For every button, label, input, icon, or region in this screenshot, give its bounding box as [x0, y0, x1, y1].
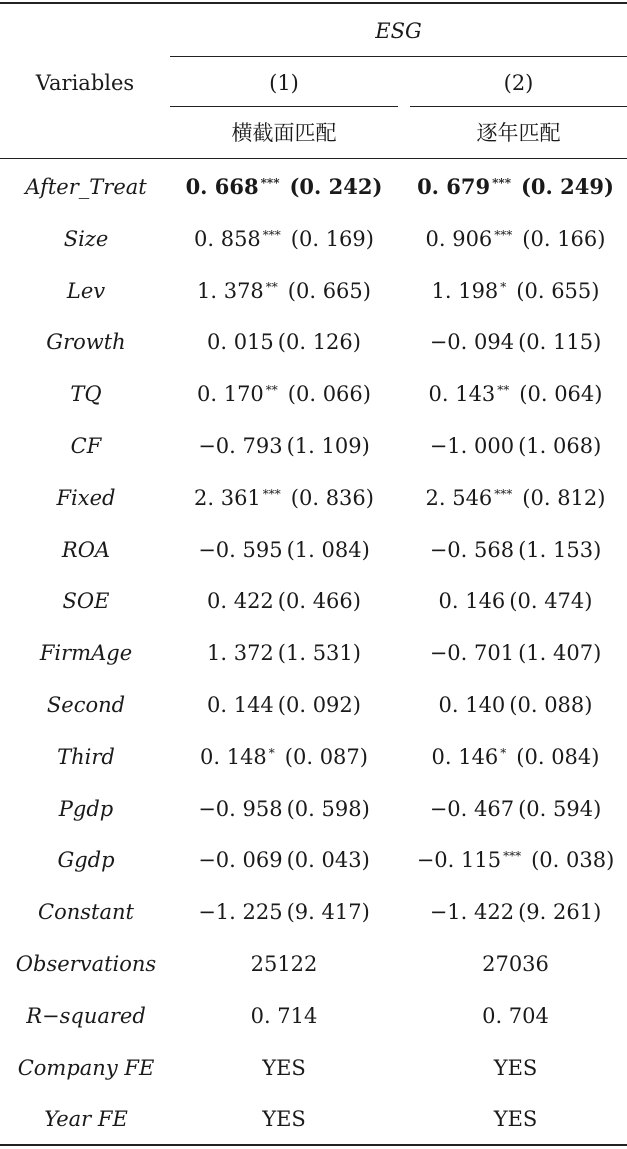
standard-error: (1. 068) [518, 434, 602, 458]
col1-number: (1) [269, 71, 299, 95]
standard-error: (1. 531) [277, 641, 361, 665]
significance-stars: ** [265, 383, 278, 397]
significance-stars: * [268, 746, 275, 760]
standard-error: (0. 812) [522, 486, 606, 510]
standard-error: (0. 126) [277, 330, 361, 354]
table-cell-c2 [404, 692, 627, 718]
coefficient: YES [493, 1107, 538, 1131]
coefficient: 0. 906 [425, 227, 493, 251]
standard-error: (0. 087) [284, 745, 368, 769]
row-label: Ggdp [57, 848, 115, 872]
coefficient: 1. 378 [197, 279, 264, 303]
coefficient: YES [262, 1056, 306, 1080]
standard-error: (0. 655) [516, 279, 600, 303]
standard-error: (0. 594) [518, 797, 602, 821]
row-label: Size [63, 227, 109, 251]
table-cell-c2 [404, 537, 627, 563]
table-cell-c1 [170, 278, 398, 304]
standard-error: (0. 084) [516, 745, 600, 769]
table-cell-c1 [170, 485, 398, 511]
bottom-rule [0, 1144, 627, 1146]
significance-stars: * [500, 746, 507, 760]
row-label: SOE [62, 589, 110, 613]
table-cell-c1 [170, 433, 398, 459]
coefficient: 1. 372 [207, 641, 274, 665]
header-bottom-rule [0, 158, 627, 159]
coefficient: −0. 793 [198, 434, 283, 458]
coefficient: −0. 595 [198, 538, 283, 562]
coefficient: 1. 198 [431, 279, 499, 303]
row-label: After_Treat [25, 175, 147, 199]
coefficient: −0. 069 [198, 848, 283, 872]
significance-stars: *** [503, 849, 522, 863]
coefficient: 0. 858 [194, 227, 261, 251]
standard-error: (9. 261) [518, 900, 602, 924]
standard-error: (0. 115) [518, 330, 602, 354]
table-cell-c2 [404, 329, 627, 355]
coefficient: 0. 714 [250, 1004, 318, 1028]
table-cell-c2 [404, 744, 627, 770]
standard-error: (0. 092) [277, 693, 361, 717]
row-label: Observations [15, 952, 157, 976]
row-label: Pgdp [58, 797, 114, 821]
standard-error: (1. 407) [518, 641, 602, 665]
standard-error: (0. 043) [286, 848, 370, 872]
row-label: Company FE [17, 1056, 155, 1080]
standard-error: (0. 064) [519, 382, 603, 406]
dependent-variable-label: ESG [375, 19, 422, 43]
coefficient: −1. 225 [198, 900, 283, 924]
coefficient: 2. 361 [194, 486, 261, 510]
table-cell-c1 [170, 1055, 398, 1081]
coefficient: YES [262, 1107, 306, 1131]
standard-error: (0. 598) [286, 797, 370, 821]
coefficient: 0. 668 [185, 174, 259, 199]
table-cell-c1 [170, 692, 398, 718]
table-cell-c2 [404, 588, 627, 614]
coefficient: −0. 958 [198, 797, 283, 821]
table-cell-c2 [404, 485, 627, 511]
row-label: ROA [61, 538, 111, 562]
table-cell-c1 [170, 537, 398, 563]
standard-error: (1. 084) [286, 538, 370, 562]
row-label: Constant [38, 900, 134, 924]
coefficient: −0. 115 [416, 848, 502, 872]
standard-error: (0. 466) [277, 589, 361, 613]
coefficient: −1. 000 [429, 434, 515, 458]
standard-error: (0. 066) [287, 382, 371, 406]
table-cell-c2 [404, 951, 627, 977]
table-cell-c1 [170, 381, 398, 407]
coefficient: −0. 467 [429, 797, 515, 821]
table-cell-c2 [404, 278, 627, 304]
significance-stars: *** [494, 228, 513, 242]
table-cell-c1 [170, 847, 398, 873]
coefficient: YES [493, 1056, 538, 1080]
table-cell-c2 [404, 433, 627, 459]
standard-error: (0. 088) [509, 693, 593, 717]
table-cell-c2 [404, 1003, 627, 1029]
coefficient: −0. 094 [429, 330, 515, 354]
col1-name: 横截面匹配 [231, 121, 337, 145]
significance-stars: *** [492, 176, 511, 190]
table-cell-c2 [404, 899, 627, 925]
coefficient: 25122 [250, 952, 318, 976]
significance-stars: *** [260, 176, 280, 190]
table-cell-c2 [404, 226, 627, 252]
table-cell-c2 [404, 796, 627, 822]
coefficient: 0. 422 [207, 589, 274, 613]
table-cell-c2 [404, 381, 627, 407]
table-cell-c2 [404, 174, 627, 200]
row-label: Third [57, 745, 115, 769]
coefficient: 0. 148 [200, 745, 267, 769]
col2-number: (2) [503, 71, 534, 95]
significance-stars: ** [265, 280, 278, 294]
standard-error: (0. 038) [531, 848, 615, 872]
standard-error: (0. 242) [289, 174, 383, 199]
standard-error: (0. 169) [290, 227, 374, 251]
coefficient: −0. 568 [429, 538, 515, 562]
row-label: Lev [66, 279, 106, 303]
standard-error: (0. 249) [520, 174, 614, 199]
header-rule-dependent [170, 56, 627, 57]
row-label: Year FE [44, 1107, 128, 1131]
table-cell-c1 [170, 1003, 398, 1029]
coefficient: 0. 144 [207, 693, 274, 717]
significance-stars: ** [497, 383, 510, 397]
table-cell-c1 [170, 899, 398, 925]
standard-error: (1. 153) [518, 538, 602, 562]
coefficient: 0. 015 [207, 330, 274, 354]
table-cell-c2 [404, 1106, 627, 1132]
table-cell-c1 [170, 640, 398, 666]
table-cell-c2 [404, 640, 627, 666]
row-label: Fixed [56, 486, 116, 510]
coefficient: −1. 422 [429, 900, 515, 924]
standard-error: (0. 166) [522, 227, 606, 251]
table-cell-c1 [170, 951, 398, 977]
standard-error: (1. 109) [286, 434, 370, 458]
row-label: Second [46, 693, 126, 717]
coefficient: 0. 143 [428, 382, 496, 406]
header-rule-col1 [170, 106, 398, 107]
header-rule-col2 [410, 106, 627, 107]
row-label: R−squared [26, 1004, 146, 1028]
table-cell-c2 [404, 847, 627, 873]
standard-error: (0. 474) [509, 589, 593, 613]
table-cell-c1 [170, 1106, 398, 1132]
coefficient: 2. 546 [425, 486, 493, 510]
variables-header: Variables [35, 71, 135, 95]
significance-stars: *** [494, 487, 513, 501]
table-cell-c1 [170, 329, 398, 355]
coefficient: 0. 170 [197, 382, 264, 406]
significance-stars: *** [262, 487, 281, 501]
col2-name: 逐年匹配 [476, 121, 561, 145]
coefficient: 0. 679 [417, 174, 491, 199]
significance-stars: *** [262, 228, 281, 242]
table-cell-c1 [170, 174, 398, 200]
coefficient: 0. 146 [431, 745, 499, 769]
table-cell-c1 [170, 744, 398, 770]
table-cell-c1 [170, 588, 398, 614]
standard-error: (9. 417) [286, 900, 370, 924]
row-label: Growth [46, 330, 126, 354]
coefficient: 27036 [482, 952, 549, 976]
row-label: CF [70, 434, 102, 458]
table-cell-c2 [404, 1055, 627, 1081]
table-cell-c1 [170, 226, 398, 252]
row-label: TQ [70, 382, 102, 406]
row-label: FirmAge [39, 641, 133, 665]
coefficient: −0. 701 [429, 641, 515, 665]
significance-stars: * [500, 280, 507, 294]
standard-error: (0. 665) [287, 279, 371, 303]
table-cell-c1 [170, 796, 398, 822]
top-rule [0, 2, 627, 4]
coefficient: 0. 704 [482, 1004, 549, 1028]
standard-error: (0. 836) [290, 486, 374, 510]
coefficient: 0. 146 [438, 589, 506, 613]
coefficient: 0. 140 [438, 693, 506, 717]
